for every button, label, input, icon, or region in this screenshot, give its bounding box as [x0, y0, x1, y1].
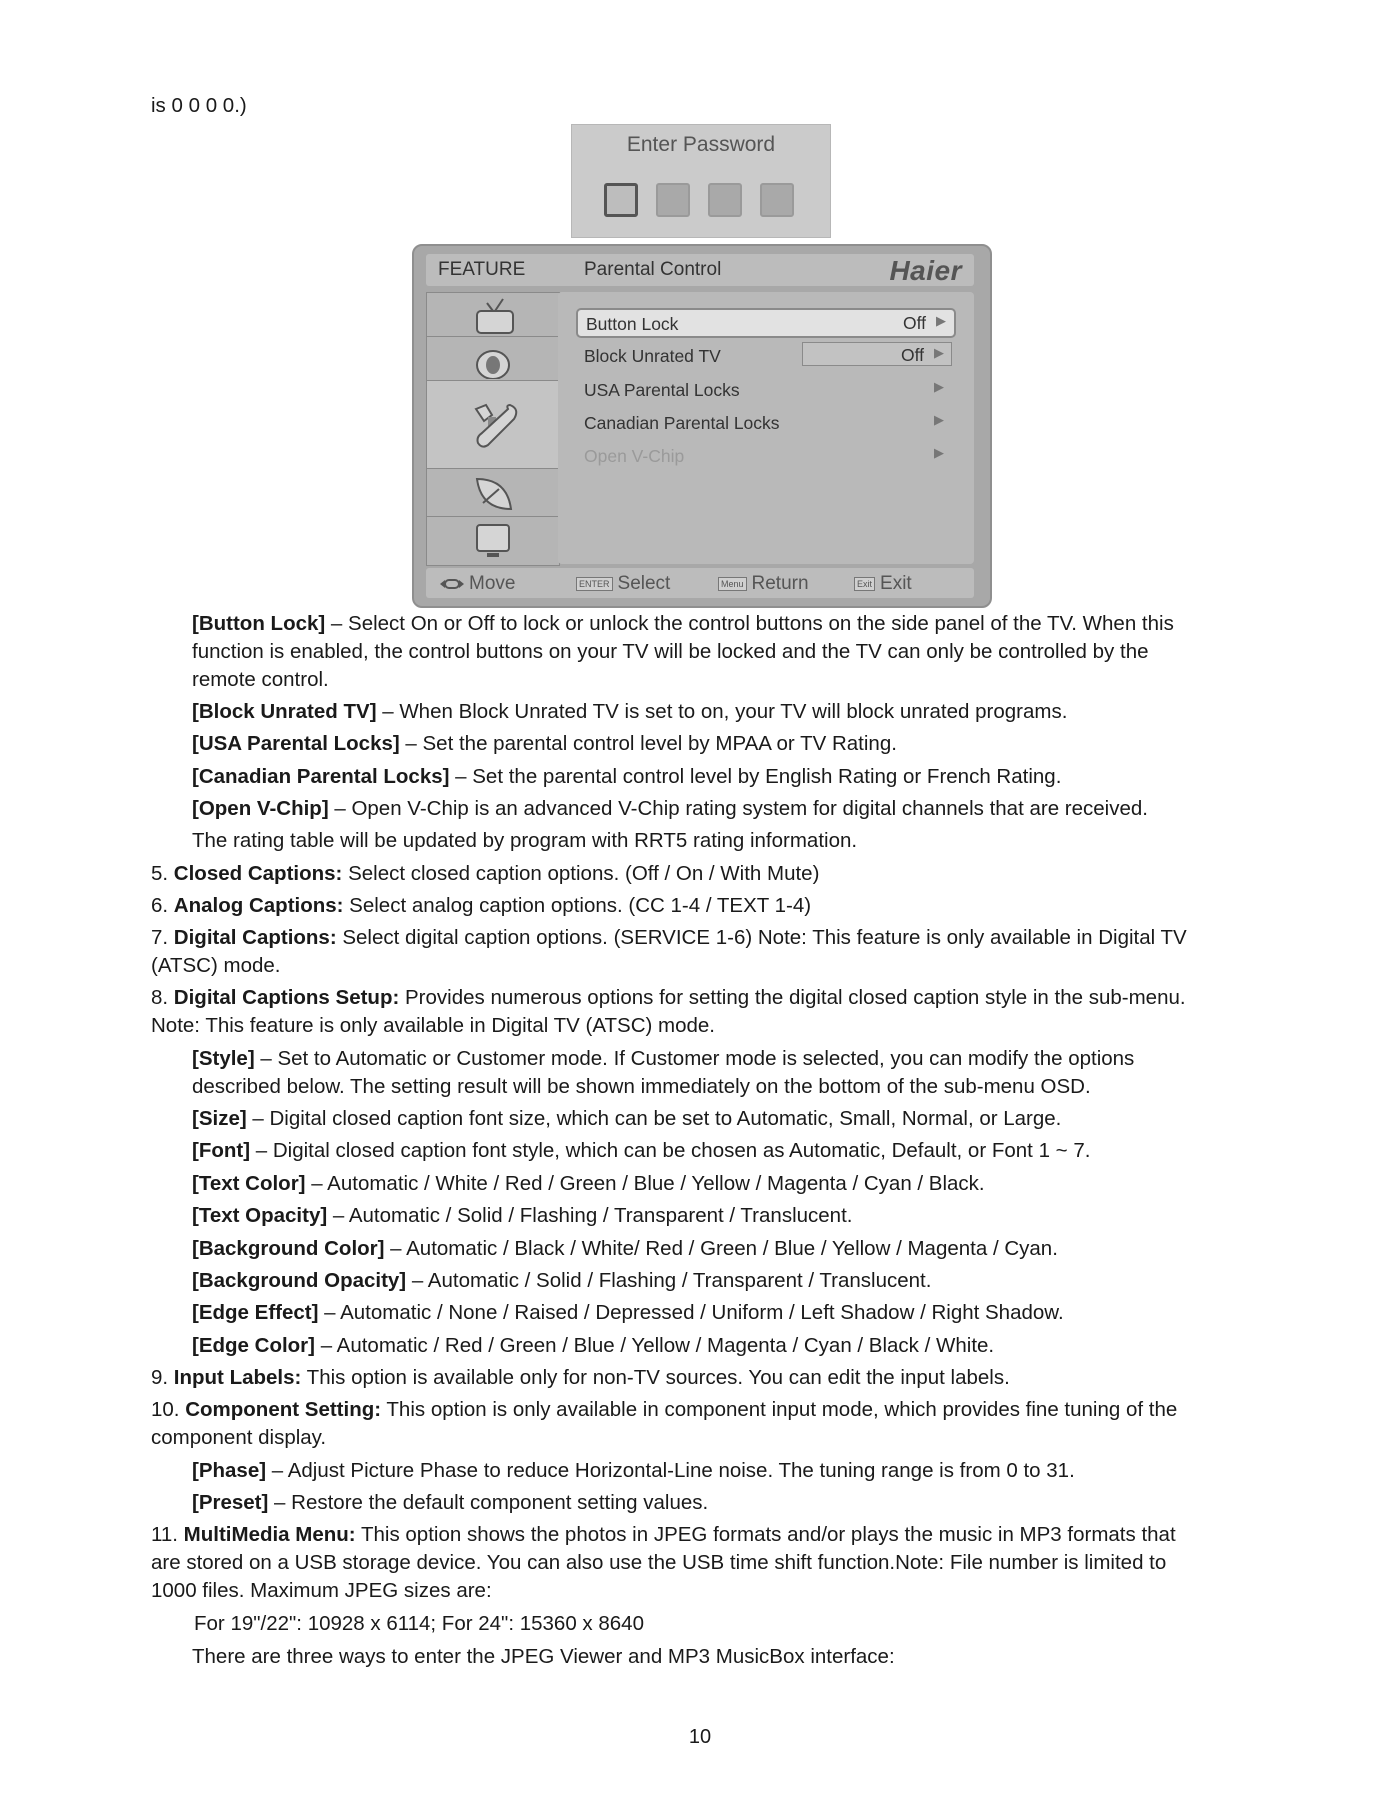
menu-item-block-unrated-tv[interactable]: [576, 342, 952, 368]
item-10-line2: component display.: [151, 1426, 327, 1449]
menu-item-value: Off: [900, 345, 924, 365]
menu-item-label: Block Unrated TV: [584, 346, 721, 366]
term: [USA Parental Locks]: [192, 732, 400, 755]
menu-item-label: Canadian Parental Locks: [584, 413, 780, 433]
desc: – Digital closed caption font size, which can be set to Automatic, Small, Normal, or Large.: [246, 1107, 1062, 1130]
term: [Phase]: [192, 1459, 267, 1482]
phase-desc: [192, 1457, 1075, 1485]
desc: – Automatic / Solid / Flashing / Transparent / Translucent.: [406, 1269, 932, 1292]
desc: Select closed caption options. (Off / On / With Mute): [342, 862, 820, 885]
num: 7.: [151, 926, 174, 949]
bg-color-desc: [192, 1235, 1058, 1263]
term: [Edge Color]: [192, 1334, 315, 1357]
password-digit-2[interactable]: [656, 183, 690, 217]
tab-picture[interactable]: [426, 292, 560, 338]
term: [Text Color]: [192, 1172, 306, 1195]
block-unrated-desc: [192, 698, 1067, 726]
num: 8.: [151, 986, 174, 1009]
item-11-line3: 1000 files. Maximum JPEG sizes are:: [151, 1579, 492, 1602]
footer-exit: [854, 573, 912, 595]
jpeg-sizes: For 19"/22": 10928 x 6114; For 24": 15360 x 8640: [194, 1612, 644, 1635]
tab-setup[interactable]: [426, 516, 560, 566]
num: 9.: [151, 1366, 174, 1389]
chevron-right-icon: ▶: [936, 313, 946, 328]
size-desc: [192, 1105, 1061, 1133]
open-vchip-line2: The rating table will be updated by program with RRT5 rating information.: [192, 829, 858, 852]
speaker-icon: [463, 339, 523, 379]
term: [Style]: [192, 1047, 255, 1070]
num: 5.: [151, 862, 174, 885]
osd-sidebar: [426, 292, 558, 564]
desc: This option shows the photos in JPEG formats and/or plays the music in MP3 formats that: [355, 1523, 1176, 1546]
item-9: [151, 1364, 1010, 1392]
item-8-line2: Note: This feature is only available in Digital TV (ATSC) mode.: [151, 1014, 715, 1037]
item-7-line1: [151, 924, 1187, 952]
font-desc: [192, 1137, 1090, 1165]
term: Input Labels:: [173, 1366, 302, 1389]
desc: – Select On or Off to lock or unlock the control buttons on the side panel of the TV. When this: [325, 612, 1174, 635]
item-5: [151, 860, 819, 888]
term: [Background Color]: [192, 1237, 385, 1260]
button-lock-line3: remote control.: [192, 668, 329, 691]
tv-icon: [463, 295, 523, 335]
footer-move: [440, 573, 515, 595]
tools-icon: [462, 395, 532, 455]
exit-key-icon: Exit: [854, 577, 875, 591]
term: [Size]: [192, 1107, 247, 1130]
password-digit-4[interactable]: [760, 183, 794, 217]
desc: – Automatic / White / Red / Green / Blue / Yellow / Magenta / Cyan / Black.: [305, 1172, 985, 1195]
page-number: 10: [688, 1726, 712, 1748]
footer-return-label: Return: [751, 573, 809, 594]
term: [Text Opacity]: [192, 1204, 328, 1227]
term: [Button Lock]: [192, 612, 326, 635]
term: [Open V-Chip]: [192, 797, 329, 820]
move-arrows-icon: [440, 577, 464, 591]
menu-item-label: Open V-Chip: [584, 446, 685, 466]
term: [Edge Effect]: [192, 1301, 319, 1324]
item-8-line1: [151, 984, 1186, 1012]
open-vchip-line1: [192, 795, 1148, 823]
monitor-icon: [463, 519, 523, 563]
three-ways: There are three ways to enter the JPEG Viewer and MP3 MusicBox interface:: [192, 1645, 895, 1668]
osd-title: Parental Control: [584, 259, 722, 280]
desc: This option is only available in component input mode, which provides fine tuning of the: [381, 1398, 1178, 1421]
password-title: Enter Password: [626, 133, 776, 156]
menu-item-open-v-chip: [576, 442, 952, 468]
password-digit-1[interactable]: [604, 183, 638, 217]
menu-item-usa-parental-locks[interactable]: [576, 376, 952, 402]
chevron-right-icon: ▶: [934, 345, 944, 360]
desc: – Set the parental control level by MPAA or TV Rating.: [399, 732, 897, 755]
desc: Provides numerous options for setting the digital closed caption style in the sub-menu.: [399, 986, 1186, 1009]
satellite-icon: [463, 471, 523, 515]
menu-item-button-lock[interactable]: [576, 308, 956, 338]
chevron-right-icon: ▶: [934, 412, 944, 427]
chevron-right-icon: ▶: [934, 379, 944, 394]
osd-header: [426, 254, 974, 286]
text-color-desc: [192, 1170, 985, 1198]
button-lock-line1: [192, 610, 1174, 638]
desc: – Automatic / Black / White/ Red / Green / Blue / Yellow / Magenta / Cyan.: [384, 1237, 1058, 1260]
term: Component Setting:: [185, 1398, 382, 1421]
canadian-locks-desc: [192, 763, 1061, 791]
menu-item-value: Off: [902, 313, 926, 333]
footer-move-label: Move: [469, 573, 516, 594]
num: 6.: [151, 894, 174, 917]
menu-item-label: Button Lock: [586, 314, 679, 334]
preset-desc: [192, 1489, 708, 1517]
bg-opacity-desc: [192, 1267, 931, 1295]
term: Closed Captions:: [173, 862, 343, 885]
desc: – Set to Automatic or Customer mode. If Customer mode is selected, you can modify the options: [254, 1047, 1135, 1070]
menu-item-canadian-parental-locks[interactable]: [576, 409, 952, 435]
term: MultiMedia Menu:: [183, 1523, 356, 1546]
edge-effect-desc: [192, 1299, 1064, 1327]
menu-key-icon: Menu: [718, 577, 747, 591]
enter-key-icon: ENTER: [576, 577, 613, 591]
item-11-line2: are stored on a USB storage device. You can also use the USB time shift function.Note: File number is limited to: [151, 1551, 1167, 1574]
osd-menu-panel: [558, 292, 974, 564]
term: [Block Unrated TV]: [192, 700, 377, 723]
tab-feature[interactable]: [426, 380, 567, 470]
item-6: [151, 892, 811, 920]
term: [Font]: [192, 1139, 251, 1162]
num: 10.: [151, 1398, 186, 1421]
term: [Canadian Parental Locks]: [192, 765, 450, 788]
style-line2: described below. The setting result will be shown immediately on the bottom of the sub-menu OSD.: [192, 1075, 1091, 1098]
button-lock-line2: function is enabled, the control buttons on your TV will be locked and the TV can only be controlled by the: [192, 640, 1149, 663]
desc: – When Block Unrated TV is set to on, your TV will block unrated programs.: [376, 700, 1068, 723]
desc: – Adjust Picture Phase to reduce Horizontal-Line noise. The tuning range is from 0 to 31.: [266, 1459, 1075, 1482]
desc: – Automatic / None / Raised / Depressed / Uniform / Left Shadow / Right Shadow.: [318, 1301, 1064, 1324]
desc: – Open V-Chip is an advanced V-Chip rating system for digital channels that are received.: [328, 797, 1148, 820]
tab-sound[interactable]: [426, 336, 560, 382]
desc: – Restore the default component setting values.: [268, 1491, 709, 1514]
desc: – Automatic / Red / Green / Blue / Yellow / Magenta / Cyan / Black / White.: [315, 1334, 995, 1357]
desc: – Set the parental control level by English Rating or French Rating.: [449, 765, 1062, 788]
desc: – Automatic / Solid / Flashing / Transparent / Translucent.: [327, 1204, 853, 1227]
tab-channel[interactable]: [426, 468, 560, 518]
num: 11.: [151, 1523, 184, 1546]
intro-text: is 0 0 0 0.): [151, 94, 247, 117]
desc: Select digital caption options. (SERVICE 1-6) Note: This feature is only available in Digital TV: [336, 926, 1187, 949]
term: [Background Opacity]: [192, 1269, 407, 1292]
term: Digital Captions:: [173, 926, 337, 949]
haier-logo: Haier: [889, 255, 962, 286]
desc: Select analog caption options. (CC 1-4 / TEXT 1-4): [343, 894, 812, 917]
password-digit-3[interactable]: [708, 183, 742, 217]
parental-control-osd: [412, 244, 992, 608]
edge-color-desc: [192, 1332, 994, 1360]
term: Analog Captions:: [173, 894, 344, 917]
desc: This option is available only for non-TV sources. You can edit the input labels.: [301, 1366, 1010, 1389]
footer-select: [576, 573, 670, 595]
text-opacity-desc: [192, 1202, 852, 1230]
footer-select-label: Select: [617, 573, 671, 594]
footer-return: [718, 573, 809, 595]
term: [Preset]: [192, 1491, 269, 1514]
enter-password-dialog: [571, 124, 831, 238]
desc: – Digital closed caption font style, which can be chosen as Automatic, Default, or Font 1 ~ 7.: [250, 1139, 1091, 1162]
chevron-right-icon: ▶: [934, 445, 944, 460]
footer-exit-label: Exit: [880, 573, 912, 594]
usa-locks-desc: [192, 730, 897, 758]
term: Digital Captions Setup:: [173, 986, 400, 1009]
menu-item-label: USA Parental Locks: [584, 380, 740, 400]
value-box: [802, 342, 952, 366]
item-11-line1: [151, 1521, 1176, 1549]
item-7-line2: (ATSC) mode.: [151, 954, 281, 977]
item-10-line1: [151, 1396, 1177, 1424]
osd-section-label: FEATURE: [438, 259, 526, 280]
style-line1: [192, 1045, 1134, 1073]
osd-footer: [426, 568, 974, 598]
